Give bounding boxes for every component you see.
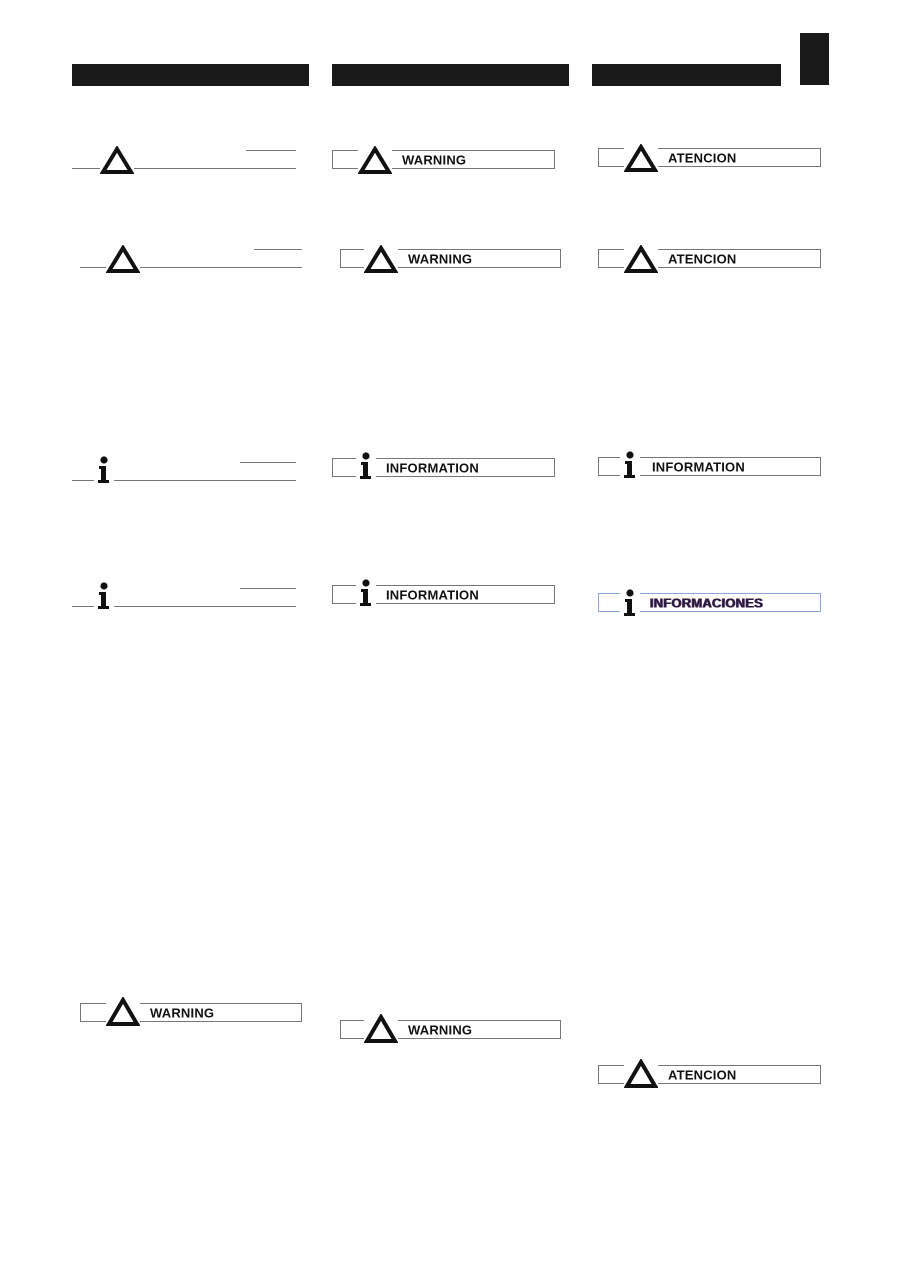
warning-label-col2-c — [340, 1020, 561, 1039]
warning-triangle-icon — [624, 245, 658, 273]
info-i-icon — [620, 589, 640, 617]
warning-label-col2-b — [340, 249, 561, 268]
warning-triangle-icon — [624, 144, 658, 172]
column-header-bar-2 — [332, 64, 569, 86]
informaciones-label-col3 — [598, 593, 821, 612]
warning-triangle-icon — [624, 1059, 658, 1089]
info-label-col1-b — [72, 588, 296, 607]
warning-triangle-icon — [364, 245, 398, 273]
warning-triangle-icon — [100, 146, 134, 174]
warning-label-text: WARNING — [150, 1005, 215, 1020]
info-label-text: INFORMATION — [652, 459, 745, 474]
warning-triangle-icon — [106, 245, 140, 273]
warning-label-text: WARNING — [402, 152, 467, 167]
atencion-label-col3-b — [598, 249, 821, 268]
warning-label-col1-b — [80, 249, 302, 268]
column-header-bar-3 — [592, 64, 781, 86]
info-label-col2-b — [332, 585, 555, 604]
warning-label-col1-a — [72, 150, 296, 169]
warning-label-col1-c — [80, 1003, 302, 1022]
language-tab-marker — [800, 33, 829, 85]
atencion-label-col3-c — [598, 1065, 821, 1084]
info-i-icon — [356, 579, 376, 607]
warning-label-text: WARNING — [408, 1022, 473, 1037]
info-label-col1-a — [72, 462, 296, 481]
info-label-text: INFORMATION — [386, 587, 479, 602]
warning-label-text: WARNING — [408, 251, 473, 266]
atencion-label-text: ATENCION — [668, 251, 737, 266]
warning-triangle-icon — [106, 997, 140, 1027]
info-label-col2-a — [332, 458, 555, 477]
informaciones-label-text: INFORMACIONES — [650, 595, 764, 610]
warning-label-col2-a — [332, 150, 555, 169]
info-label-text: INFORMATION — [386, 460, 479, 475]
warning-triangle-icon — [364, 1014, 398, 1044]
info-i-icon — [94, 582, 114, 610]
atencion-label-text: ATENCION — [668, 150, 737, 165]
info-i-icon — [356, 452, 376, 480]
atencion-label-text: ATENCION — [668, 1067, 737, 1082]
warning-triangle-icon — [358, 146, 392, 174]
info-i-icon — [94, 456, 114, 484]
column-header-bar-1 — [72, 64, 309, 86]
info-i-icon — [620, 451, 640, 479]
info-label-col3-a — [598, 457, 821, 476]
atencion-label-col3-a — [598, 148, 821, 167]
